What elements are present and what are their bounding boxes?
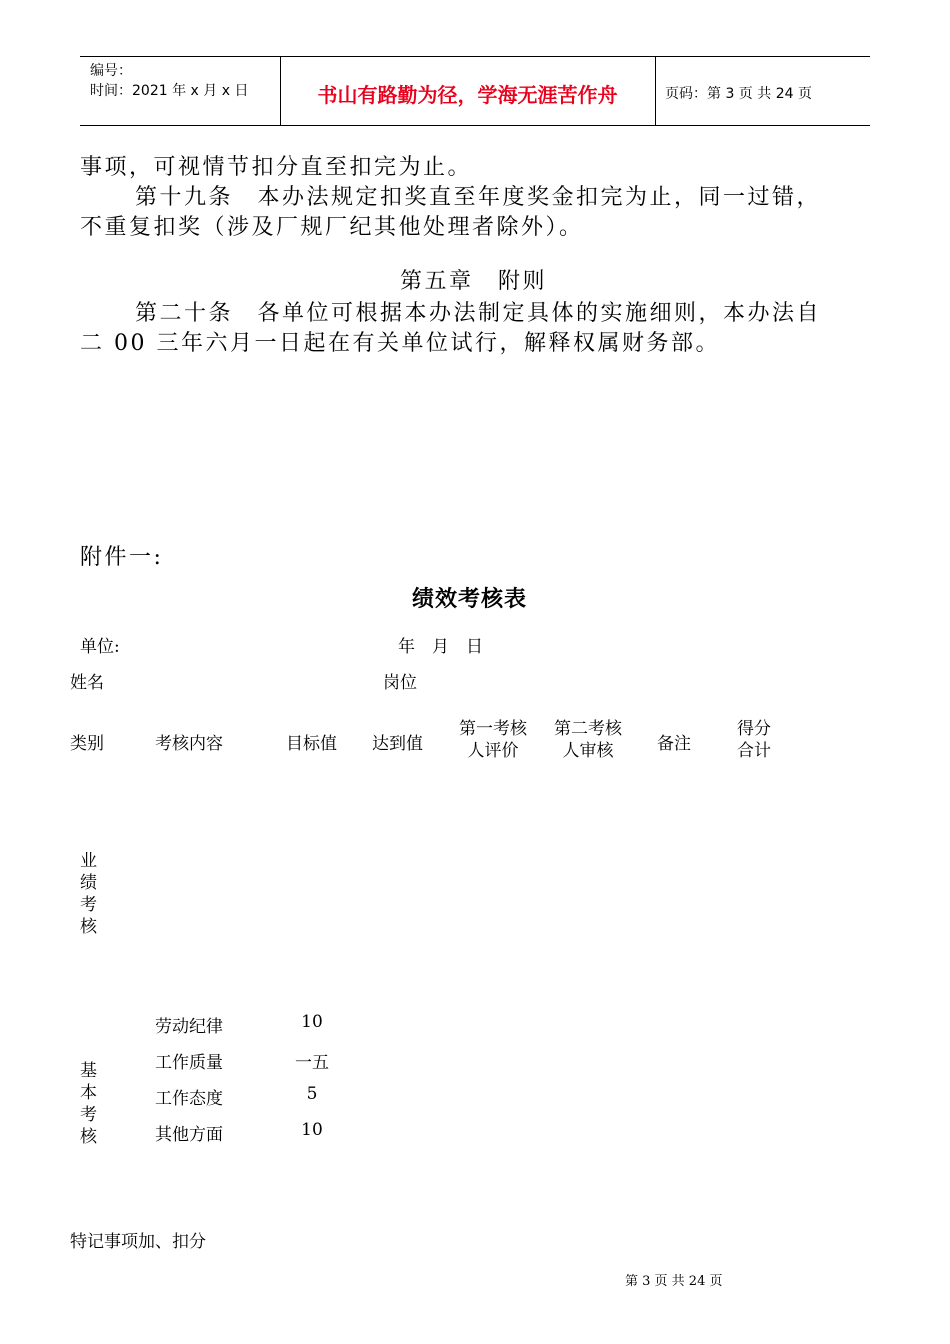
post-label: 岗位 [383, 673, 417, 693]
category-char: 本 [80, 1083, 97, 1103]
header-line: 第二考核 [554, 719, 622, 739]
body-paragraph-line: 不重复扣奖（涉及厂规厂纪其他处理者除外）。 [80, 215, 584, 240]
category-basic [80, 1060, 100, 1148]
document-number-label: 编号： [90, 63, 132, 79]
basic-item-content: 其他方面 [155, 1125, 223, 1145]
category-char: 业 [80, 851, 97, 871]
unit-label: 单位: [80, 637, 120, 657]
category-char: 绩 [80, 873, 97, 893]
column-header-first-reviewer [448, 718, 538, 762]
chapter-heading: 第五章 附则 [400, 269, 548, 294]
header-page-number: 页码：第 3 页 共 24 页 [665, 86, 812, 102]
header-divider [655, 57, 656, 125]
page-footer: 第 3 页 共 24 页 [625, 1274, 723, 1289]
column-header-category: 类别 [70, 734, 104, 754]
body-paragraph-line: 二 00 三年六月一日起在有关单位试行，解释权属财务部。 [80, 331, 720, 356]
category-char: 核 [80, 1127, 97, 1147]
special-items-label: 特记事项加、扣分 [70, 1232, 206, 1252]
header-line: 人审核 [562, 741, 614, 761]
column-header-content: 考核内容 [155, 734, 223, 754]
date-label: 年 月 日 [398, 637, 483, 657]
page-header [80, 56, 870, 126]
basic-item-content: 劳动纪律 [155, 1017, 223, 1037]
basic-item-target: 一五 [295, 1053, 329, 1073]
attachment-label: 附件一: [80, 545, 164, 570]
category-performance [80, 850, 100, 938]
column-header-target: 目标值 [286, 734, 337, 754]
category-char: 考 [80, 1105, 97, 1125]
header-line: 得分 [737, 719, 771, 739]
basic-item-target: 10 [301, 1120, 323, 1140]
category-char: 基 [80, 1061, 97, 1081]
column-header-score [724, 718, 784, 762]
header-line: 人评价 [467, 741, 519, 761]
form-title: 绩效考核表 [412, 587, 528, 612]
basic-item-content: 工作态度 [155, 1089, 223, 1109]
body-paragraph-line: 事项，可视情节扣分直至扣完为止。 [80, 155, 473, 180]
column-header-achieved: 达到值 [372, 734, 423, 754]
name-label: 姓名 [70, 673, 104, 693]
category-char: 核 [80, 917, 97, 937]
basic-item-content: 工作质量 [155, 1053, 223, 1073]
body-paragraph-line: 第二十条 各单位可根据本办法制定具体的实施细则，本办法自 [135, 301, 822, 326]
column-header-remark: 备注 [657, 734, 691, 754]
column-header-second-reviewer [543, 718, 633, 762]
header-line: 第一考核 [459, 719, 527, 739]
basic-item-target: 5 [306, 1084, 318, 1104]
basic-item-target: 10 [301, 1012, 323, 1032]
header-line: 合计 [737, 741, 771, 761]
header-motto: 书山有路勤为径，学海无涯苦作舟 [317, 83, 618, 107]
category-char: 考 [80, 895, 97, 915]
document-date-label: 时间：2021 年 x 月 x 日 [90, 83, 249, 99]
body-paragraph-line: 第十九条 本办法规定扣奖直至年度奖金扣完为止，同一过错， [135, 185, 822, 210]
